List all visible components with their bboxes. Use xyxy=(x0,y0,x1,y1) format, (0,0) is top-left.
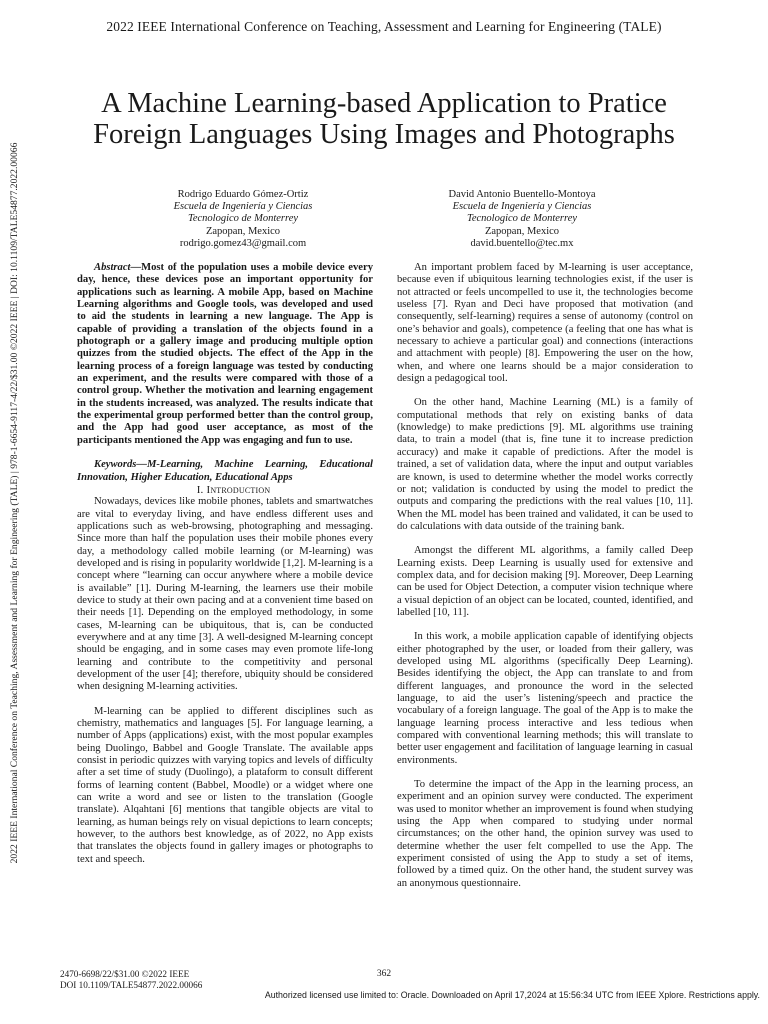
footer-issn: 2470-6698/22/$31.00 ©2022 IEEE xyxy=(60,969,190,979)
abstract-text: —Most of the population uses a mobile device every day, hence, these devices pose an important opportunity for applications such as learning. A mobile App, based on Machine Learning algorithms and Google tools, was developed and used to aid the students in learning a new language. The App is capable of providing a translation of the objects found in a photograph or a gallery image and producing multiple option quizzes from the studied objects. The effect of the App in the learning process of a foreign language was tested by conducting an experiment, and the results were compared with those of a control group. Whether the motivation and learning engagement in the students increased, was analyzed. The results indicate that the experimental group performed better than the control group, and the App had good user acceptance, as most of the participants mentioned the App was engaging and fun to use. xyxy=(77,262,373,446)
author-department: Escuela de Ingeniería y Ciencias xyxy=(452,201,592,213)
body-paragraph: An important problem faced by M-learning is user acceptance, because even if ubiquitous learning technologies exist, if the user is not attracted or feels uncompelled to use it, the technologies become useless [7]. Ryan and Deci have proposed that motivation (and consequently, self-learning) requires a sense of autonomy (control on one’s behavior and goals), competence (a feeling that one has what is necessary to achieve a particular goal) and connections (interactions and attachment with people) [8]. Empowering the user on the how, when, and where one learns should be a major consideration to design a pedagogical tool. xyxy=(397,262,693,385)
body-paragraph: Amongst the different ML algorithms, a family called Deep Learning exists. Deep Learning is usually used for extensive and complex data, and for decision making [9]. Moreover, Deep Learning can be used for Object Detection, a computer vision technique where a visual depiction of an object can be located, counted, identified, and labelled [10, 11]. xyxy=(397,545,693,618)
body-paragraph: To determine the impact of the App in the learning process, an experiment and an opinion survey were conducted. The experiment was used to monitor whether an improvement is found when studying using the App when compared to studying under normal circumstances; on the other hand, the opinion survey was used to determine whether the user felt compelled to use the App. The experiment consisted of using the App to study a set of items, followed by a timed quiz. On the other hand, the student survey was an anonymous questionnaire. xyxy=(397,779,693,889)
keywords-text: —M-Learning, Machine Learning, Educational Innovation, Higher Education, Educational Apps xyxy=(77,459,373,483)
conference-header: 2022 IEEE International Conference on Teaching, Assessment and Learning for Engineering (TALE) xyxy=(106,19,662,34)
keywords-lead: Keywords xyxy=(94,459,137,471)
author-city: Zapopan, Mexico xyxy=(484,225,560,237)
footer-doi: DOI 10.1109/TALE54877.2022.00066 xyxy=(60,979,203,990)
title-line-2: Foreign Languages Using Images and Photographs xyxy=(93,119,675,150)
author-email: david.buentello@tec.mx xyxy=(470,237,574,249)
author-block-1 xyxy=(118,189,368,250)
author-name: David Antonio Buentello-Montoya xyxy=(448,189,596,200)
body-paragraph: In this work, a mobile application capable of identifying objects either photographed by the user, or loaded from their gallery, was developed using ML algorithms (specifically Deep Learning). Besides identifying the object, the App can translate to and from different languages, and pronounce the word in the selected language, to aid the user’s listening/speech and practice the vocabulary of a foreign language. The goal of the App is to make the language learning process interactive and less tedious when compared with conventional learning methods; this will translate to better user engagement and facilitation of language learning in casual environments. xyxy=(397,631,693,766)
body-paragraph: M-learning can be applied to different disciplines such as chemistry, mathematics and languages [5]. For language learning, a number of Apps (applications) exist, with the most popular examples being Duolingo, Babbel and Google Translate. The available apps consist in periodic quizzes with varying topics and levels of difficulty after a set time of study (Duolingo), a plataform to consult different forms of learning content (Babbel, Moodle) or a widget where one can write a word and see or listen to the translation (Google translate). Alqahtani [6] mentions that tangible objects are vital to learning, as human beings rely on visual depictions to learn concepts; however, to the authors best knowledge, as of 2022, no App exists that translates the objects found in gallery images or photographs to text and speech. xyxy=(77,705,373,865)
paper-title xyxy=(60,88,708,150)
body-paragraph: On the other hand, Machine Learning (ML) is a family of computational methods that rely on existing banks of data (knowledge) to make predictions [9]. ML algorithms use training data, to train a model (that is, fine tune it to increase prediction accuracy) and make it capable of predictions. After the model is trained, a set of validation data, where the input and output variables are known, is used to determine whether the model works correctly or not; validation is conducted by using the model to predict the outputs and comparing the predictions with the real values [10, 11]. When the ML model has been trained and validated, it can be used to do calculations with data outside of the training bank. xyxy=(397,397,693,532)
author-email: rodrigo.gomez43@gmail.com xyxy=(179,237,307,249)
page-number: 362 xyxy=(376,969,392,979)
keywords xyxy=(77,459,373,484)
author-department: Escuela de Ingeniería y Ciencias xyxy=(173,201,313,213)
body-paragraph: Nowadays, devices like mobile phones, tablets and smartwatches are vital to everyday living, and have endless different uses and applications such as web-browsing, photographing and messaging. Since more than half the population uses their mobile phones every day, a methodology called mobile learning (or M-learning) was developed and is rising in popularity worldwide [1,2]. M-learning is a concept where “learning can occur anywhere where a mobile device is available” [1]. During M-learning, the learners use their mobile device to study at their own pacing and at a convenient time based on their needs [1]. Depending on the employed methodology, in some cases, M-learning can be ubiquitous, that is, can be conducted everywhere and at any time [3]. A well-designed M-learning concept should be engaging, and in some cases may even promote life-long learning and contribute to the competitivity and personal development of the user [4]; therefore, ubiquity should be considered when designing M-learning activities. xyxy=(77,496,373,693)
section-heading-introduction xyxy=(77,484,373,496)
section-title: Introduction xyxy=(206,483,271,496)
section-numeral: I. xyxy=(196,483,204,496)
author-city: Zapopan, Mexico xyxy=(205,225,281,237)
title-line-1: A Machine Learning-based Application to Pratice xyxy=(101,88,667,119)
license-notice: Authorized licensed use limited to: Oracle. Downloaded on April 17,2024 at 15:56:34 UTC from IEEE Xplore. Restrictions apply. xyxy=(264,990,760,1000)
side-copyright-text: 2022 IEEE International Conference on Teaching, Assessment and Learning for Engineering (TALE) | 978-1-6654-9117-4/22/$31.00 ©2022 IEEE | DOI: 10.1109/TALE54877.2022.00066 xyxy=(9,142,20,864)
left-column xyxy=(77,262,373,866)
abstract-lead: Abstract xyxy=(94,262,131,273)
author-name: Rodrigo Eduardo Gómez-Ortiz xyxy=(177,189,309,200)
author-block-2 xyxy=(397,189,647,250)
abstract xyxy=(77,262,373,447)
right-column xyxy=(397,262,693,890)
author-institution: Tecnologico de Monterrey xyxy=(187,213,299,225)
author-institution: Tecnologico de Monterrey xyxy=(466,213,578,225)
